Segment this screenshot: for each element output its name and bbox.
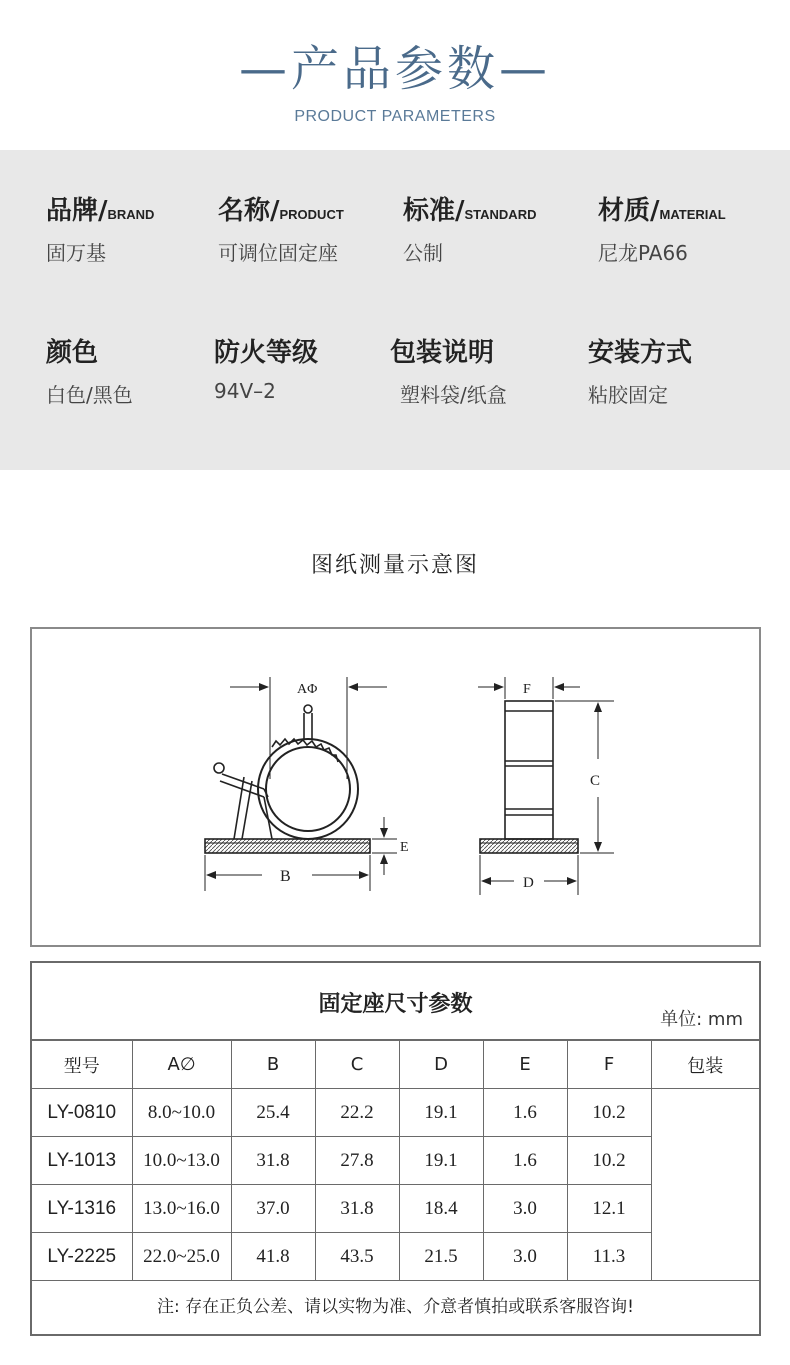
cell-e: 1.6 — [483, 1089, 567, 1137]
table-note-row — [32, 1281, 759, 1329]
label-a: AΦ — [297, 682, 318, 697]
spec-table-box — [30, 961, 761, 1336]
header-d: D — [399, 1040, 483, 1089]
cell-c: 27.8 — [315, 1137, 399, 1185]
param-label: 颜色 — [46, 338, 99, 368]
cell-model: LY-1013 — [32, 1137, 132, 1185]
table-header-row — [32, 1040, 759, 1089]
cell-c: 22.2 — [315, 1089, 399, 1137]
dimension-e — [372, 817, 397, 875]
param-value: 固万基 — [46, 241, 106, 265]
param-value: 可调位固定座 — [218, 241, 338, 265]
parameters-panel — [0, 150, 790, 470]
param-value: 塑料袋/纸盒 — [400, 383, 507, 407]
param-label-en: BRAND — [107, 207, 155, 222]
spec-table — [32, 1039, 759, 1328]
param-product — [218, 190, 344, 266]
cell-a: 13.0~16.0 — [132, 1185, 231, 1233]
label-d: D — [523, 875, 534, 891]
table-row — [32, 1089, 759, 1137]
header-packaging: 包装 — [651, 1040, 759, 1089]
dimension-c — [555, 701, 614, 853]
measurement-diagram — [30, 627, 761, 947]
param-label: 防火等级 — [214, 338, 319, 368]
cell-f: 11.3 — [567, 1233, 651, 1281]
label-c: C — [590, 773, 601, 789]
label-b: B — [280, 868, 291, 885]
label-e: E — [400, 840, 409, 855]
cell-c: 43.5 — [315, 1233, 399, 1281]
header-model: 型号 — [32, 1040, 132, 1089]
param-value: 粘胶固定 — [588, 383, 668, 407]
param-value: 94V–2 — [214, 379, 276, 403]
table-note: 注: 存在正负公差、请以实物为准、介意者慎拍或联系客服咨询! — [32, 1281, 759, 1329]
cell-b: 25.4 — [231, 1089, 315, 1137]
page-title: —产品参数— — [238, 41, 551, 97]
cell-model: LY-2225 — [32, 1233, 132, 1281]
table-row — [32, 1233, 759, 1281]
param-value: 公制 — [403, 241, 443, 265]
cell-f: 10.2 — [567, 1137, 651, 1185]
cell-d: 19.1 — [399, 1089, 483, 1137]
table-title: 固定座尺寸参数 — [318, 992, 473, 1017]
header — [0, 0, 790, 150]
header-f: F — [567, 1040, 651, 1089]
param-label-en: STANDARD — [464, 207, 537, 222]
cell-d: 21.5 — [399, 1233, 483, 1281]
cell-a: 10.0~13.0 — [132, 1137, 231, 1185]
param-material — [598, 190, 726, 266]
param-label: 材质/ — [598, 196, 660, 226]
cell-e: 1.6 — [483, 1137, 567, 1185]
table-row — [32, 1185, 759, 1233]
header-b: B — [231, 1040, 315, 1089]
diagram-drawing — [32, 629, 759, 945]
param-standard — [403, 190, 536, 266]
cell-d: 19.1 — [399, 1137, 483, 1185]
param-value: 白色/黑色 — [46, 383, 133, 407]
param-label: 品牌/ — [46, 196, 108, 226]
cell-c: 31.8 — [315, 1185, 399, 1233]
param-label: 名称/ — [218, 196, 280, 226]
param-fire-rating — [214, 332, 318, 403]
front-view — [480, 701, 578, 853]
cell-f: 12.1 — [567, 1185, 651, 1233]
table-unit: 单位: mm — [660, 1009, 743, 1030]
param-label: 安装方式 — [588, 338, 693, 368]
cell-b: 37.0 — [231, 1185, 315, 1233]
cell-model: LY-0810 — [32, 1089, 132, 1137]
cell-b: 31.8 — [231, 1137, 315, 1185]
cell-packaging — [651, 1089, 759, 1281]
cell-d: 18.4 — [399, 1185, 483, 1233]
param-label-en: MATERIAL — [659, 207, 726, 222]
param-packaging — [390, 332, 507, 408]
cell-e: 3.0 — [483, 1185, 567, 1233]
cell-e: 3.0 — [483, 1233, 567, 1281]
cell-f: 10.2 — [567, 1089, 651, 1137]
cell-a: 8.0~10.0 — [132, 1089, 231, 1137]
param-color — [46, 332, 133, 408]
param-value: 尼龙PA66 — [598, 241, 688, 265]
page-subtitle: PRODUCT PARAMETERS — [294, 108, 496, 125]
table-row — [32, 1137, 759, 1185]
param-brand — [46, 190, 154, 266]
param-label: 标准/ — [403, 196, 465, 226]
header-e: E — [483, 1040, 567, 1089]
cell-b: 41.8 — [231, 1233, 315, 1281]
param-label: 包装说明 — [390, 338, 495, 368]
cell-model: LY-1316 — [32, 1185, 132, 1233]
param-label-en: PRODUCT — [279, 207, 344, 222]
side-view — [205, 705, 370, 853]
diagram-title: 图纸测量示意图 — [310, 553, 479, 578]
header-a: A∅ — [132, 1040, 231, 1089]
cell-a: 22.0~25.0 — [132, 1233, 231, 1281]
label-f: F — [523, 682, 531, 697]
header-c: C — [315, 1040, 399, 1089]
param-installation — [588, 332, 692, 408]
